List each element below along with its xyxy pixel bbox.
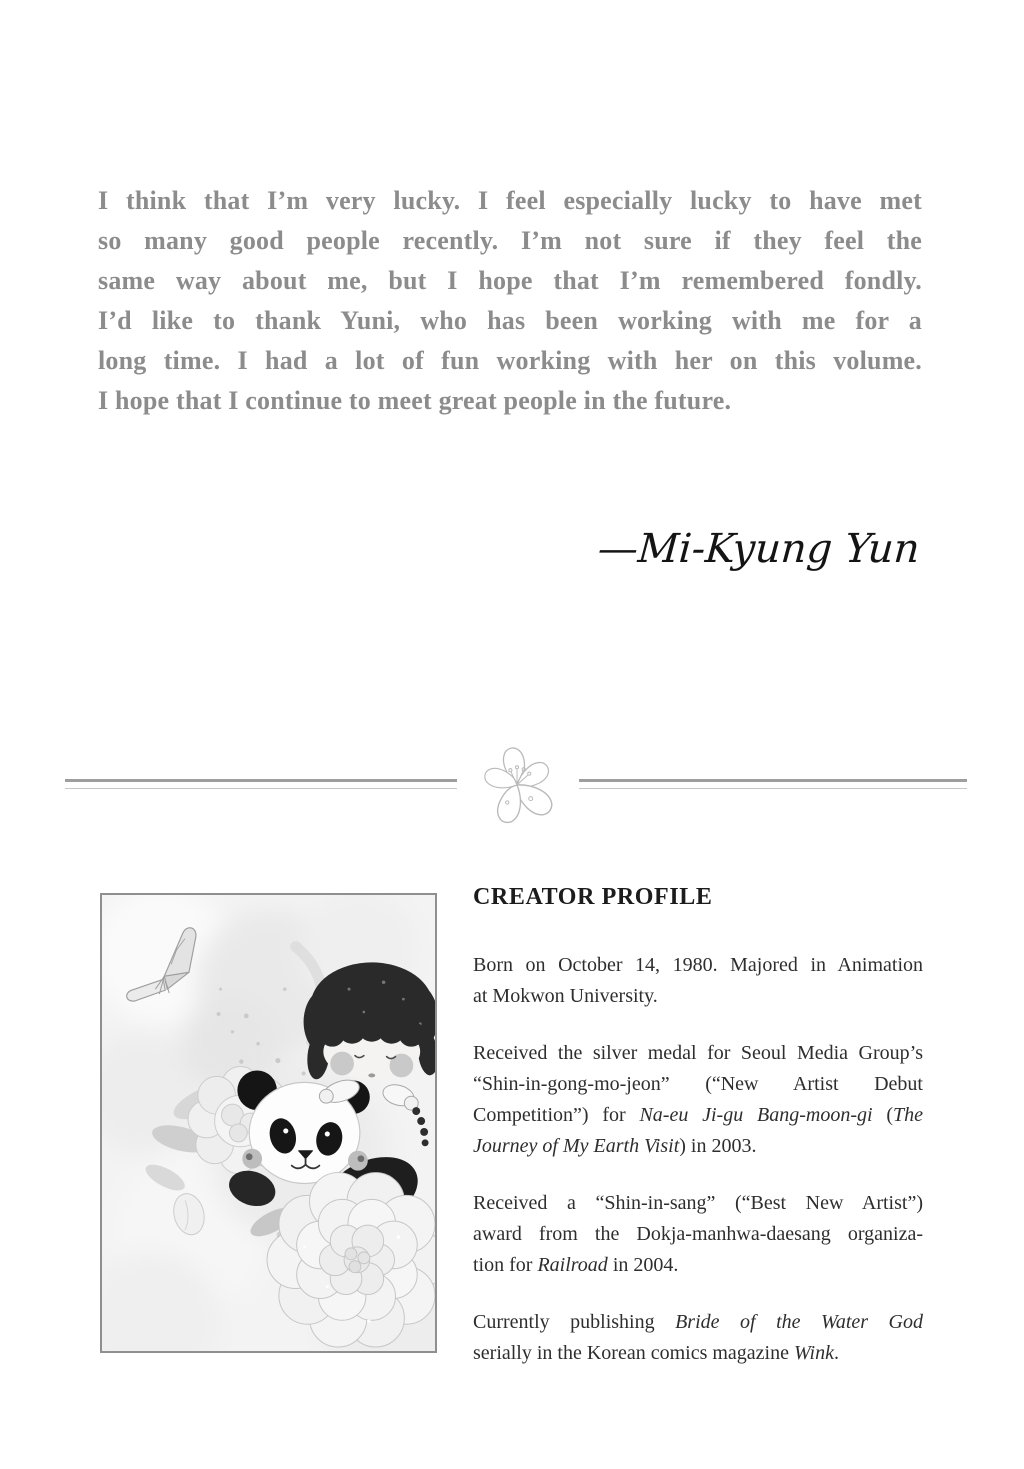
profile-paragraph <box>473 1038 923 1162</box>
author-note <box>98 181 922 421</box>
divider-rule-right <box>579 779 967 789</box>
divider-rule-left <box>65 779 457 789</box>
text-line: Journey of My Earth Visit) in 2003. <box>473 1135 757 1157</box>
text-line: so many good people recently. I’m not sure if they feel the <box>98 226 922 255</box>
creator-illustration <box>100 893 437 1353</box>
profile-paragraph <box>473 950 923 1012</box>
text-line: same way about me, but I hope that I’m remembered fondly. <box>98 266 922 295</box>
text-line: long time. I had a lot of fun working with her on this volume. <box>98 346 922 375</box>
plum-blossom-icon <box>459 736 577 826</box>
text-line: I think that I’m very lucky. I feel especially lucky to have met <box>98 186 922 215</box>
creator-profile-heading: CREATOR PROFILE <box>473 884 713 910</box>
text-line: I hope that I continue to meet great people in the future. <box>98 386 732 415</box>
text-line: at Mokwon University. <box>473 985 658 1007</box>
text-line: tion for Railroad in 2004. <box>473 1254 679 1276</box>
creator-profile-section <box>473 882 923 1369</box>
child <box>304 962 435 1080</box>
author-signature: —Mi-Kyung Yun <box>596 526 922 572</box>
text-line: Competition”) for Na-eu Ji-gu Bang-moon-gi (The <box>473 1104 923 1126</box>
text-line: award from the Dokja-manhwa-daesang organiza- <box>473 1223 923 1245</box>
text-line: I’d like to thank Yuni, who has been working with me for a <box>98 306 922 335</box>
text-line: Received a “Shin-in-sang” (“Best New Artist”) <box>473 1192 923 1214</box>
text-line: Received the silver medal for Seoul Media Group’s <box>473 1042 923 1064</box>
panda-child-artwork <box>102 895 435 1351</box>
text-line: Currently publishing Bride of the Water God <box>473 1311 923 1333</box>
text-line: serially in the Korean comics magazine Wink. <box>473 1342 839 1364</box>
text-line: “Shin-in-gong-mo-jeon” (“New Artist Debut <box>473 1073 923 1095</box>
profile-paragraph <box>473 1188 923 1281</box>
profile-paragraph <box>473 1307 923 1369</box>
creator-profile-text <box>473 950 923 1369</box>
text-line: Born on October 14, 1980. Majored in Animation <box>473 954 923 976</box>
section-divider <box>0 739 1024 829</box>
